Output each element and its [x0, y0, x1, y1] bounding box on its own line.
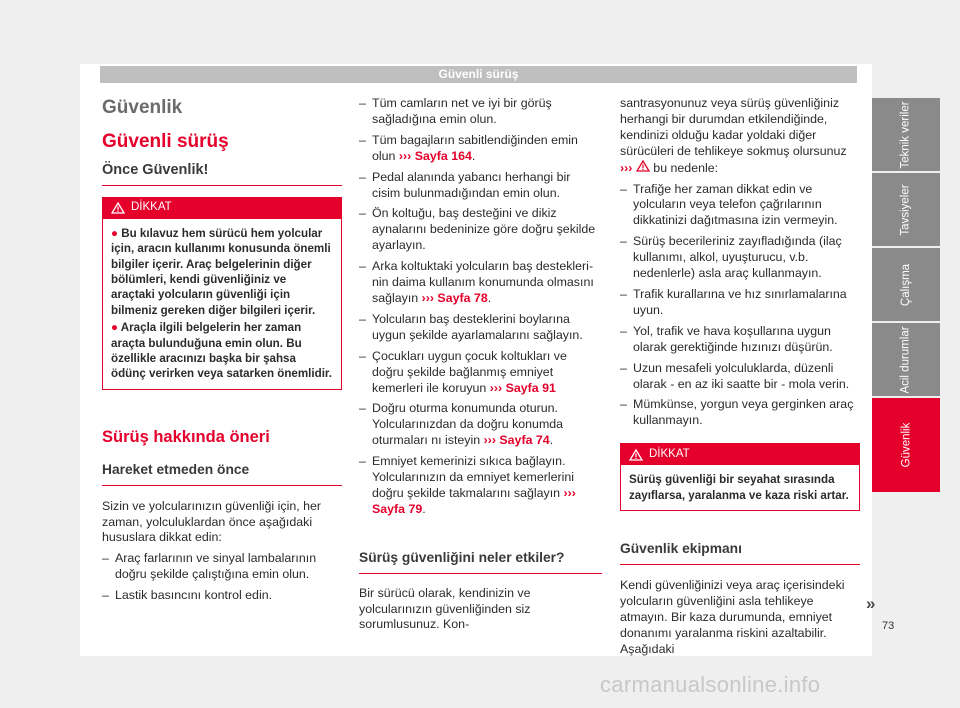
column-right: [620, 96, 860, 657]
warning-item: ● Bu kılavuz hem sürücü hem yolcular için, aracın kullanımı konusunda önemli bilgiler içerir. Araç belgelerinin diğer bölümleri, kendi güvenliğiniz ve araçtaki yolcuların güvenliği için bilmeniz gereken diğer bilgileri içerir.: [111, 226, 331, 317]
warning-label: DİKKAT: [131, 201, 172, 214]
warning-triangle-icon: [636, 160, 650, 172]
continued-arrow-icon: »: [866, 594, 876, 613]
warning-triangle-icon: [111, 202, 125, 214]
list-item: – Çocukları uygun çocuk koltukları ve doğru şekilde bağlanmış emniyet kemerleri ile koruyun ››› Sayfa 91: [359, 349, 602, 397]
intro-paragraph: Sizin ve yolcularınızın güvenliği için, her zaman, yolculuklardan önce aşağıdaki hususlara dikkat edin:: [102, 498, 322, 545]
tab-tavsiyeler[interactable]: Tavsiyeler: [872, 173, 940, 246]
tab-guvenlik[interactable]: Güvenlik: [872, 398, 940, 492]
warning-header: [621, 444, 859, 465]
continuation-paragraph: santrasyonunuz veya sürüş güvenliğiniz herhangi bir durumdan etkilendiğinde, kendinizi olduğu kadar yoldaki diğer sürücüleri de tehlikeye sokmuş olursunuz ››› bu nedenle:: [620, 96, 847, 175]
page-ref-link[interactable]: ››› Sayfa 164: [398, 148, 472, 163]
checklist: [102, 551, 342, 604]
list-item: – Arka koltuktaki yolcuların baş desteklerinin daima kullanım konumunda olmasını sağlayın ››› Sayfa 78.: [359, 259, 602, 307]
list-item: – Trafik kurallarına ve hız sınırlamalarına uyun.: [620, 287, 860, 319]
list-item: – Uzun mesafeli yolculuklarda, düzenli olarak - en az iki saatte bir - mola verin.: [620, 361, 860, 393]
list-item: – Mümkünse, yorgun veya gerginken araç kullanmayın.: [620, 397, 860, 429]
warning-triangle-icon: [629, 449, 643, 461]
list-item: – Yol, trafik ve hava koşullarına uygun olarak gerektiğinde hızınızı düşürün.: [620, 324, 860, 356]
warning-box: [102, 197, 342, 390]
equipment-title: Güvenlik ekipmanı: [620, 541, 860, 565]
warning-body: Sürüş güvenliği bir seyahat sırasında zayıflarsa, yaralanma ve kaza riski artar.: [629, 473, 849, 502]
bullet-icon: ●: [111, 226, 122, 240]
warning-box: [620, 443, 860, 511]
before-driving-title: Hareket etmeden önce: [102, 462, 342, 486]
tab-acil-durumlar[interactable]: Acil durumlar: [872, 323, 940, 396]
warning-label: DİKKAT: [649, 447, 690, 460]
warning-header: [103, 198, 341, 219]
list-item: – Araç farlarının ve sinyal lambalarının doğru şekilde çalıştığına emin olun.: [102, 551, 342, 583]
page-ref-link[interactable]: ››› Sayfa 79: [372, 485, 576, 516]
warning-item: ● Araçla ilgili belgelerin her zaman araçta bulunduğuna emin olun. Bu özellikle aracınızı başka bir şahsa ödünç verirken veya satarken önemlidir.: [111, 321, 333, 381]
watermark: carmanualsonline.info: [600, 672, 821, 697]
list-item: – Doğru oturma konumunda oturun. Yolcularınızdan da doğru konumda oturmaları nı isteyin ››› Sayfa 74.: [359, 401, 602, 449]
section-title: Güvenli sürüş: [102, 130, 229, 152]
page-number: 73: [882, 620, 895, 632]
page-ref-link[interactable]: ››› Sayfa 78: [421, 290, 488, 305]
list-item: – Pedal alanında yabancı herhangi bir cisim bulunmadığından emin olun.: [359, 170, 602, 202]
list-item: – Yolcuların baş desteklerini boylarına uygun şekilde ayarlamalarını sağlayın.: [359, 312, 602, 344]
tab-calisma[interactable]: Çalışma: [872, 248, 940, 321]
list-item: – Ön koltuğu, baş desteğini ve dikiz aynalarını bedeninize göre doğru şekilde ayarlayın.: [359, 206, 602, 254]
tab-teknik-veriler[interactable]: Teknik veriler: [872, 98, 940, 171]
tips-title: Sürüş hakkında öneri: [102, 427, 270, 446]
page-ref-link[interactable]: ››› Sayfa 91: [489, 380, 556, 395]
list-item: – Sürüş becerileriniz zayıfladığında (ilaç kullanımı, alkol, uyuşturucu, v.b. nedenlerle) asla araç kullanmayın.: [620, 234, 860, 282]
list-item: – Emniyet kemerinizi sıkıca bağlayın. Yolcularınızın da emniyet kemerlerini doğru şekilde takmalarını sağlayın ››› Sayfa 79.: [359, 454, 602, 518]
equipment-text: Kendi güvenliğinizi veya araç içerisindeki yolcuların güvenliğini asla tehlikeye atmayın. Bir kaza durumunda, emniyet donanımı yaralanma riskini azaltabilir. Aşağıdaki: [620, 577, 845, 656]
column-middle: [359, 96, 602, 633]
list-item: – Trafiğe her zaman dikkat edin ve yolcuların veya telefon çağrılarının dikkatinizi dağıtmasına izin vermeyin.: [620, 182, 860, 230]
list-item: – Tüm camların net ve iyi bir görüş sağladığına emin olun.: [359, 96, 602, 128]
checklist: [359, 96, 602, 518]
running-header: Güvenli sürüş: [100, 66, 857, 83]
subsection-title: Önce Güvenlik!: [102, 163, 342, 186]
chapter-tabs: [872, 98, 940, 494]
column-left: [102, 90, 342, 604]
list-item: – Tüm bagajların sabitlendiğinden emin olun ››› Sayfa 164.: [359, 133, 602, 165]
bullet-icon: ●: [111, 321, 121, 335]
list-item: – Lastik basıncını kontrol edin.: [102, 588, 342, 604]
warning-ref-link[interactable]: ›››: [620, 160, 633, 175]
responsibility-text: Bir sürücü olarak, kendinizin ve yolcularınızın güvenliğinden siz sorumlusunuz. Kon-: [359, 585, 531, 632]
page-ref-link[interactable]: ››› Sayfa 74: [483, 433, 550, 448]
responsibility-title: Sürüş güvenliğini neler etkiler?: [359, 550, 602, 574]
checklist: [620, 182, 860, 430]
warning-body: [103, 219, 341, 389]
chapter-title: Güvenlik: [102, 97, 183, 118]
